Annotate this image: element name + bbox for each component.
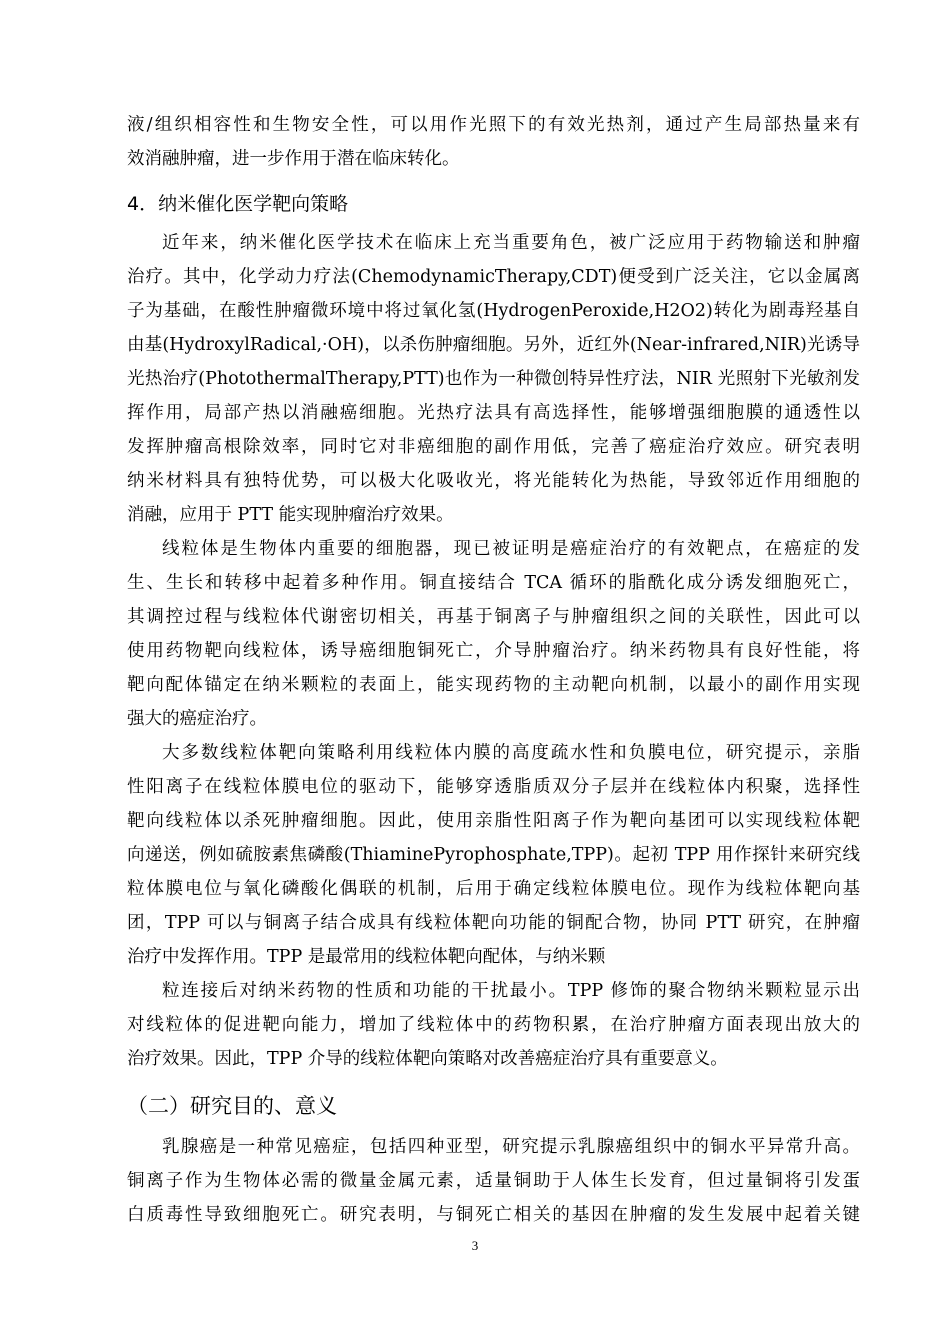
text-line: 粒体膜电位与氧化磷酸化偶联的机制，后用于确定线粒体膜电位。现作为线粒体靶向基 — [127, 879, 860, 899]
text-line: 消融，应用于 PTT 能实现肿瘤治疗效果。 — [127, 505, 454, 525]
text-line: 生、生长和转移中起着多种作用。铜直接结合 TCA 循环的脂酰化成分诱发细胞死亡， — [127, 573, 860, 593]
text-line: 大多数线粒体靶向策略利用线粒体内膜的高度疏水性和负膜电位，研究提示，亲脂 — [162, 743, 860, 763]
text-line: 液/组织相容性和生物安全性，可以用作光照下的有效光热剂，通过产生局部热量来有 — [127, 115, 860, 135]
paragraph-nanocatalytic — [127, 226, 860, 532]
text-line: 光热治疗(PhotothermalTherapy,PTT)也作为一种微创特异性疗法，NIR 光照射下光敏剂发 — [127, 369, 860, 389]
page-number: 3 — [471, 1238, 479, 1253]
text-line: 由基(HydroxylRadical,·OH)，以杀伤肿瘤细胞。另外，近红外(Near-infrared,NIR)光诱导 — [127, 335, 860, 355]
section-heading-4: 4．纳米催化医学靶向策略 — [127, 193, 349, 215]
text-line: 白质毒性导致细胞死亡。研究表明，与铜死亡相关的基因在肿瘤的发生发展中起着关键 — [127, 1205, 860, 1225]
text-line: 子为基础，在酸性肿瘤微环境中将过氧化氢(HydrogenPeroxide,H2O2)转化为剧毒羟基自 — [127, 301, 860, 321]
paragraph-mitochondria — [127, 532, 860, 736]
text-line: 使用药物靶向线粒体，诱导癌细胞铜死亡，介导肿瘤治疗。纳米药物具有良好性能，将 — [127, 641, 860, 661]
paragraph-continuation — [127, 108, 860, 176]
text-line: 对线粒体的促进靶向能力，增加了线粒体中的药物积累，在治疗肿瘤方面表现出放大的 — [127, 1015, 860, 1035]
text-line: 其调控过程与线粒体代谢密切相关，再基于铜离子与肿瘤组织之间的关联性，因此可以 — [127, 607, 860, 627]
text-line: 近年来，纳米催化医学技术在临床上充当重要角色，被广泛应用于药物输送和肿瘤 — [162, 233, 860, 253]
text-line: 团，TPP 可以与铜离子结合成具有线粒体靶向功能的铜配合物，协同 PTT 研究，在肿瘤 — [127, 913, 860, 933]
text-line: 治疗效果。因此，TPP 介导的线粒体靶向策略对改善癌症治疗具有重要意义。 — [127, 1049, 728, 1069]
text-line: 强大的癌症治疗。 — [127, 709, 267, 729]
text-line: 发挥肿瘤高根除效率，同时它对非癌细胞的副作用低，完善了癌症治疗效应。研究表明 — [127, 437, 860, 457]
text-line: 粒连接后对纳米药物的性质和功能的干扰最小。TPP 修饰的聚合物纳米颗粒显示出 — [162, 981, 860, 1001]
text-line: 纳米材料具有独特优势，可以极大化吸收光，将光能转化为热能，导致邻近作用细胞的 — [127, 471, 860, 491]
section-heading-purpose: （二）研究目的、意义 — [127, 1094, 337, 1118]
text-line: 治疗中发挥作用。TPP 是最常用的线粒体靶向配体，与纳米颗 — [127, 947, 606, 967]
text-line: 治疗。其中，化学动力疗法(ChemodynamicTherapy,CDT)便受到广泛关注，它以金属离 — [127, 267, 860, 287]
text-line: 铜离子作为生物体必需的微量金属元素，适量铜助于人体生长发育，但过量铜将引发蛋 — [127, 1171, 860, 1191]
text-line: 挥作用，局部产热以消融癌细胞。光热疗法具有高选择性，能够增强细胞膜的通透性以 — [127, 403, 860, 423]
text-line: 向递送，例如硫胺素焦磷酸(ThiaminePyrophosphate,TPP)。起初 TPP 用作探针来研究线 — [127, 845, 860, 865]
text-line: 效消融肿瘤，进一步作用于潜在临床转化。 — [127, 149, 460, 169]
text-line: 性阳离子在线粒体膜电位的驱动下，能够穿透脂质双分子层并在线粒体内积聚，选择性 — [127, 777, 860, 797]
page-body — [127, 108, 860, 1232]
text-line: 靶向线粒体以杀死肿瘤细胞。因此，使用亲脂性阳离子作为靶向基团可以实现线粒体靶 — [127, 811, 860, 831]
text-line: 乳腺癌是一种常见癌症，包括四种亚型，研究提示乳腺癌组织中的铜水平异常升高。 — [162, 1137, 860, 1157]
paragraph-targeting-strategy — [127, 736, 860, 974]
text-line: 线粒体是生物体内重要的细胞器，现已被证明是癌症治疗的有效靶点，在癌症的发 — [162, 539, 860, 559]
paragraph-breast-cancer — [127, 1130, 860, 1232]
text-line: 靶向配体锚定在纳米颗粒的表面上，能实现药物的主动靶向机制，以最小的副作用实现 — [127, 675, 860, 695]
paragraph-tpp — [127, 974, 860, 1076]
